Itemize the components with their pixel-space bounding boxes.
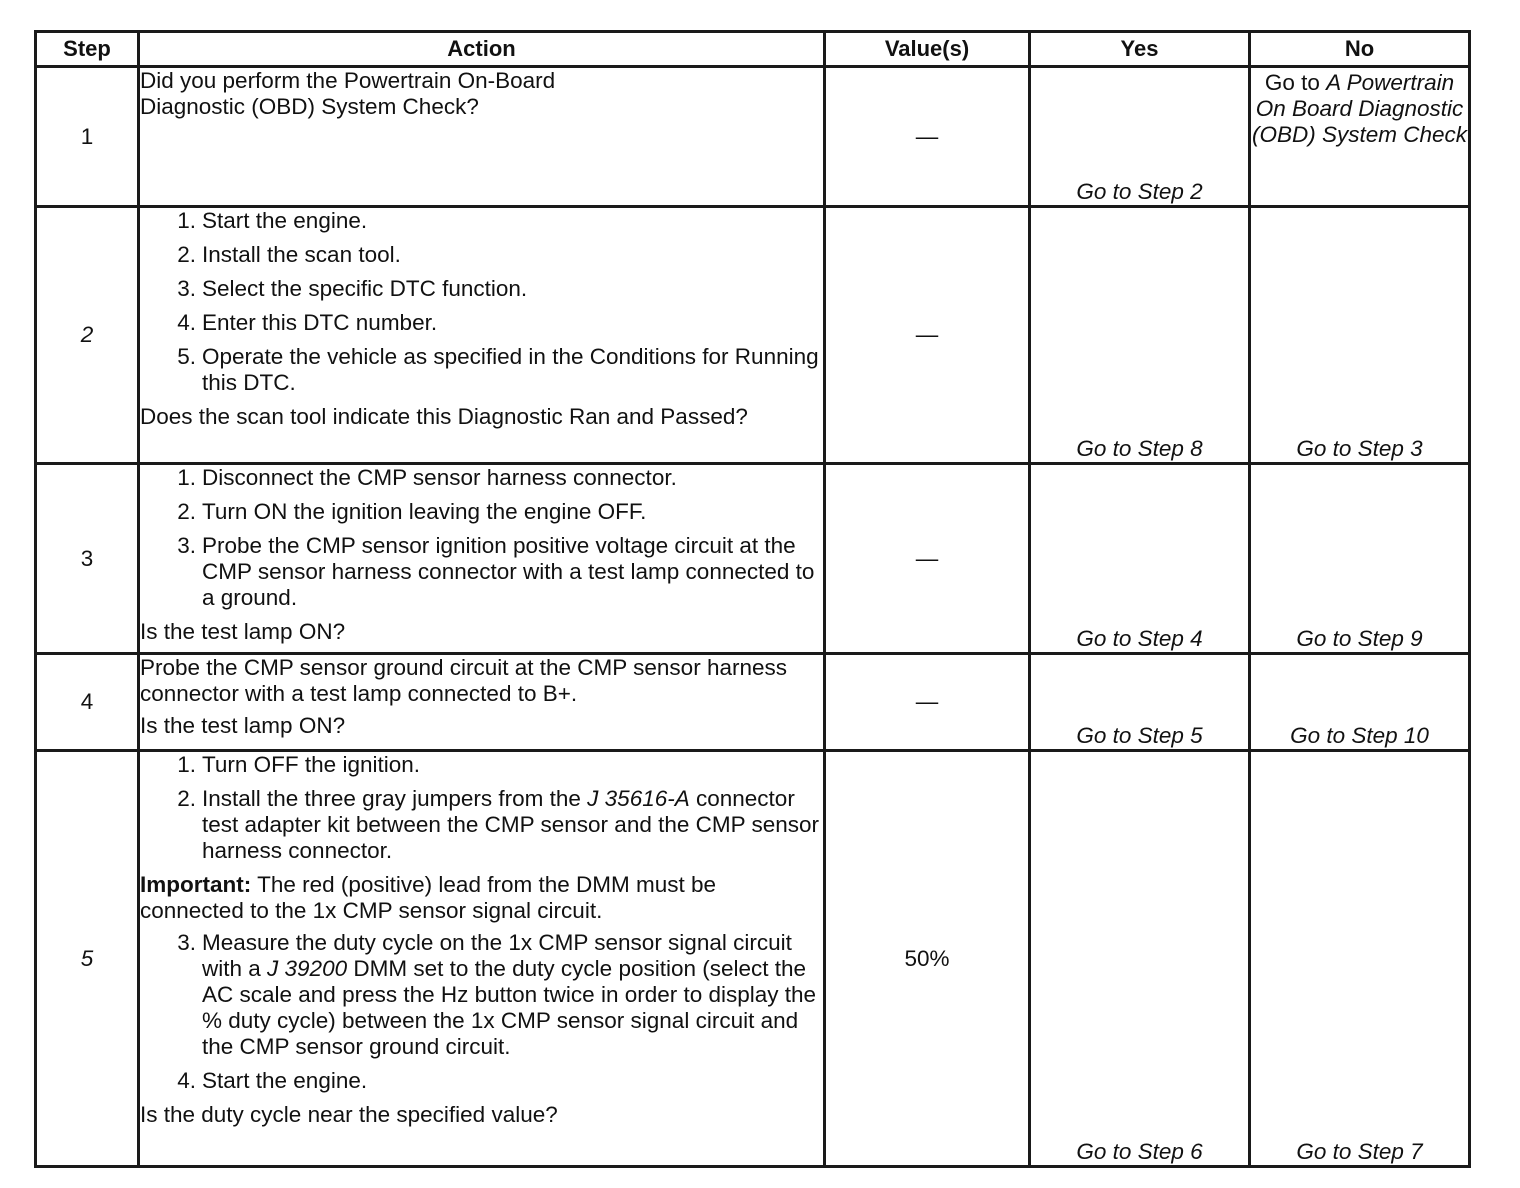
value-cell: — [825,67,1030,207]
tool-ref: J 35616-A [587,786,690,811]
item-number: 2. [177,786,196,811]
item-text: Select the specific DTC function. [202,276,528,301]
action-cell [139,751,825,1167]
action-text: Did you perform the Powertrain On-Board Diagnostic (OBD) System Check? [140,68,556,119]
item-text-part: Measure the duty cycle on the 1x CMP sensor signal circuit with a [202,930,792,981]
value-cell: — [825,464,1030,654]
yes-goto: Go to Step 5 [1030,654,1250,751]
step-number: 1 [36,67,139,207]
item-number: 1. [177,752,196,777]
list-item [140,533,823,611]
no-goto: Go to Step 7 [1250,751,1470,1167]
list-item [140,208,823,234]
action-text: Probe the CMP sensor ground circuit at the CMP sensor harness connector with a test lamp connected to B+. [140,655,787,706]
value-cell: — [825,207,1030,464]
diagnostic-table [34,30,1471,1168]
no-goto [1250,67,1470,207]
item-number: 1. [177,465,196,490]
list-item [140,344,823,396]
question-text: Does the scan tool indicate this Diagnostic Ran and Passed? [140,404,748,429]
question-text: Is the test lamp ON? [140,619,346,644]
tool-ref: J 39200 [267,956,348,981]
item-number: 3. [177,930,196,955]
action-cell [139,207,825,464]
list-item [140,786,823,864]
action-cell [139,654,825,751]
action-cell [139,67,825,207]
item-text [196,786,823,864]
item-number: 5. [177,344,196,369]
yes-goto: Go to Step 8 [1030,207,1250,464]
header-yes: Yes [1030,32,1250,67]
item-number: 2. [177,242,196,267]
important-text: The red (positive) lead from the DMM must be connected to the 1x CMP sensor signal circuit. [140,872,717,923]
list-item [140,1068,823,1094]
header-values: Value(s) [825,32,1030,67]
list-item [140,276,823,302]
item-text: Install the scan tool. [202,242,401,267]
list-item [140,310,823,336]
table-row [36,751,1470,1167]
list-item [140,242,823,268]
item-number: 1. [177,208,196,233]
step-number: 5 [36,751,139,1167]
item-text: Turn ON the ignition leaving the engine OFF. [202,499,647,524]
item-text-part: DMM set to the duty cycle position (select the AC scale and press the Hz button twice in order to display the % duty cycle) between the 1x CMP sensor signal circuit and the CMP sensor ground circuit. [202,956,817,1059]
list-item [140,465,823,491]
item-text-part: Install the three gray jumpers from the [202,786,588,811]
step-number: 2 [36,207,139,464]
important-label: Important: [140,872,252,897]
header-no: No [1250,32,1470,67]
question-text: Is the test lamp ON? [140,713,346,738]
item-text: Start the engine. [202,208,368,233]
no-goto: Go to Step 3 [1250,207,1470,464]
yes-goto: Go to Step 6 [1030,751,1250,1167]
item-text-part: connector test adapter kit between the CMP sensor and the CMP sensor harness connector. [202,786,820,863]
yes-goto: Go to Step 2 [1030,67,1250,207]
item-number: 4. [177,310,196,335]
table-row [36,464,1470,654]
item-text: Probe the CMP sensor ignition positive voltage circuit at the CMP sensor harness connector with a test lamp connected to a ground. [202,533,815,610]
step-number: 3 [36,464,139,654]
no-goto-ref: A Powertrain On Board Diagnostic (OBD) System Check [1251,70,1468,147]
important-note [140,872,823,924]
list-item [140,752,823,778]
list-item [140,930,823,1060]
header-row [36,32,1470,67]
item-text [196,930,823,1060]
table-row [36,67,1470,207]
item-text: Disconnect the CMP sensor harness connector. [202,465,677,490]
step-number: 4 [36,654,139,751]
header-action: Action [139,32,825,67]
no-goto-prefix: Go to [1264,70,1327,95]
no-goto: Go to Step 9 [1250,464,1470,654]
item-text: Enter this DTC number. [202,310,438,335]
item-text: Start the engine. [202,1068,368,1093]
item-number: 2. [177,499,196,524]
item-text: Turn OFF the ignition. [202,752,421,777]
item-text: Operate the vehicle as specified in the Conditions for Running this DTC. [202,344,819,395]
table-row [36,207,1470,464]
table-row [36,654,1470,751]
header-step: Step [36,32,139,67]
no-goto: Go to Step 10 [1250,654,1470,751]
value-cell: 50% [825,751,1030,1167]
item-number: 4. [177,1068,196,1093]
yes-goto: Go to Step 4 [1030,464,1250,654]
question-text: Is the duty cycle near the specified value? [140,1102,558,1127]
item-number: 3. [177,533,196,558]
item-number: 3. [177,276,196,301]
list-item [140,499,823,525]
action-cell [139,464,825,654]
value-cell: — [825,654,1030,751]
